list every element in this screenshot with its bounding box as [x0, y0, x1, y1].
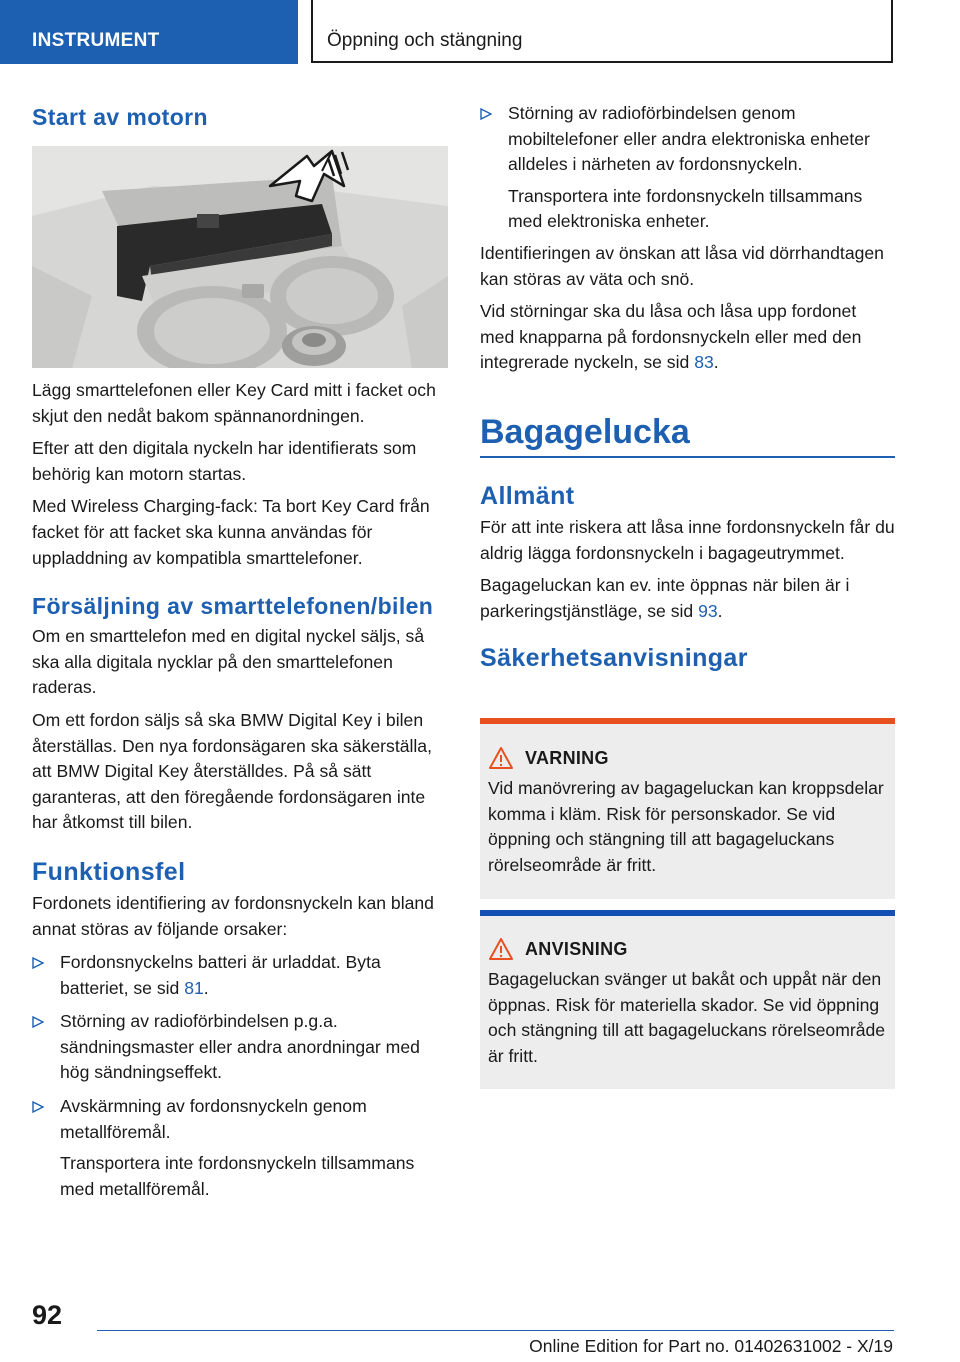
- start-paragraph-3: Med Wireless Charging-fack: Ta bort Key Card från facket för att facket ska kunna användas för uppladdning av kompatibla smarttelefoner.: [32, 496, 430, 568]
- page-link-93[interactable]: 93: [698, 600, 718, 621]
- warning-box: [480, 718, 895, 899]
- disturbance-end: .: [713, 352, 719, 373]
- identification-paragraph: Identifieringen av önskan att låsa vid dörrhandtagen kan störas av väta och snö.: [480, 242, 884, 289]
- section-tab: [0, 0, 298, 64]
- bullet-text: Fordonsnyckelns batteri är urladdat. Byta batteriet, se sid: [60, 952, 381, 998]
- bullet-text: Avskärmning av fordonsnyckeln genom metallföremål.: [60, 1096, 367, 1142]
- disturbance-text: Vid störningar ska du låsa och låsa upp fordonet med knapparna på fordonsnyckeln eller med den integrerade nyckeln, se sid: [480, 301, 862, 373]
- notice-bar: [480, 910, 895, 916]
- safety-heading: Säkerhetsanvisningar: [480, 644, 748, 673]
- triangle-bullet-icon: [32, 1016, 44, 1028]
- disturbance-paragraph: [480, 299, 895, 376]
- list-item: [32, 950, 448, 1001]
- chapter-tab: [311, 0, 893, 63]
- bullet-text: Störning av radioförbindelsen genom mobiltelefoner eller andra elektroniska enheter alldeles i närheten av fordonsnyckeln.: [508, 103, 870, 175]
- page-link-83[interactable]: 83: [694, 352, 714, 373]
- triangle-bullet-icon: [32, 1101, 44, 1113]
- general-block: [480, 482, 895, 673]
- notice-box: [480, 910, 895, 1089]
- heading-rule: [480, 456, 895, 458]
- fault-intro: Fordonets identifiering av fordonsnyckeln kan bland annat störas av följande orsaker:: [32, 892, 434, 939]
- sale-heading: Försäljning av smarttelefonen/bilen: [32, 593, 434, 620]
- start-paragraph-2: Efter att den digitala nyckeln har identifierats som behörig kan motorn startas.: [32, 438, 417, 484]
- left-text-block: [32, 378, 448, 1202]
- notice-title: ANVISNING: [525, 939, 628, 959]
- general-end: .: [717, 600, 723, 621]
- general-text: Bagageluckan kan ev. inte öppnas när bilen är i parkeringstjänstläge, se sid: [480, 575, 850, 621]
- start-heading: Start av motorn: [32, 104, 208, 130]
- general-paragraph-2: [480, 573, 895, 624]
- list-item: [480, 101, 895, 235]
- edition-footer: Online Edition for Part no. 01402631002 - X/19: [529, 1336, 893, 1356]
- sale-paragraph-2: Om ett fordon säljs så ska BMW Digital Key i bilen återställas. Den nya fordonsägaren ska säkerställa, att BMW Digital Key återställdes. På så sätt garanteras, att den föregående fordonsägaren inte har åtkomst till bilen.: [32, 709, 432, 833]
- notice-body: Bagageluckan svänger ut bakåt och uppåt när den öppnas. Risk för materiella skador. Se vid öppning och stängning till att bagageluckans rörelseområde är fritt.: [488, 969, 886, 1066]
- section-title: INSTRUMENT: [32, 30, 160, 51]
- page-link-81[interactable]: 81: [184, 977, 204, 998]
- sale-paragraph-1: Om en smarttelefon med en digital nyckel säljs, så ska alla digitala nycklar på den smarttelefonen raderas.: [32, 626, 425, 698]
- start-paragraph-1: Lägg smarttelefonen eller Key Card mitt i facket och skjut den nedåt bakom spännanordningen.: [32, 380, 436, 426]
- list-item: [32, 1009, 448, 1086]
- charging-tray-illustration: [32, 146, 448, 368]
- triangle-bullet-icon: [32, 957, 44, 969]
- list-item: [32, 1094, 448, 1202]
- footer-rule: [97, 1330, 894, 1331]
- warning-bar: [480, 718, 895, 724]
- warning-body: Vid manövrering av bagageluckan kan kroppsdelar komma i kläm. Risk för personskador. Se vid öppning och stängning till att bagageluckans rörelseområde är fritt.: [488, 778, 884, 875]
- bullet-text: Störning av radioförbindelsen p.g.a. sändningsmaster eller andra anordningar med hög sändningseffekt.: [60, 1011, 420, 1083]
- caution-triangle-icon: [488, 937, 514, 961]
- bullet-note: Transportera inte fordonsnyckeln tillsammans med metallföremål.: [60, 1153, 415, 1199]
- trunk-heading: Bagagelucka: [480, 413, 690, 451]
- bullet-note: Transportera inte fordonsnyckeln tillsammans med elektroniska enheter.: [508, 185, 863, 232]
- warning-triangle-icon: [488, 746, 514, 770]
- warning-title: VARNING: [525, 748, 609, 768]
- page-number: 92: [32, 1300, 63, 1330]
- fault-heading: Funktionsfel: [32, 857, 186, 886]
- right-text-block: [480, 101, 895, 376]
- general-paragraph-1: För att inte riskera att låsa inne fordonsnyckeln får du aldrig lägga fordonsnyckeln i bagageutrymmet.: [480, 517, 895, 563]
- triangle-bullet-icon: [480, 108, 492, 120]
- chapter-title: Öppning och stängning: [327, 30, 523, 51]
- bullet-end: .: [203, 977, 209, 998]
- general-heading: Allmänt: [480, 482, 575, 510]
- charging-tray-photo: [32, 146, 448, 368]
